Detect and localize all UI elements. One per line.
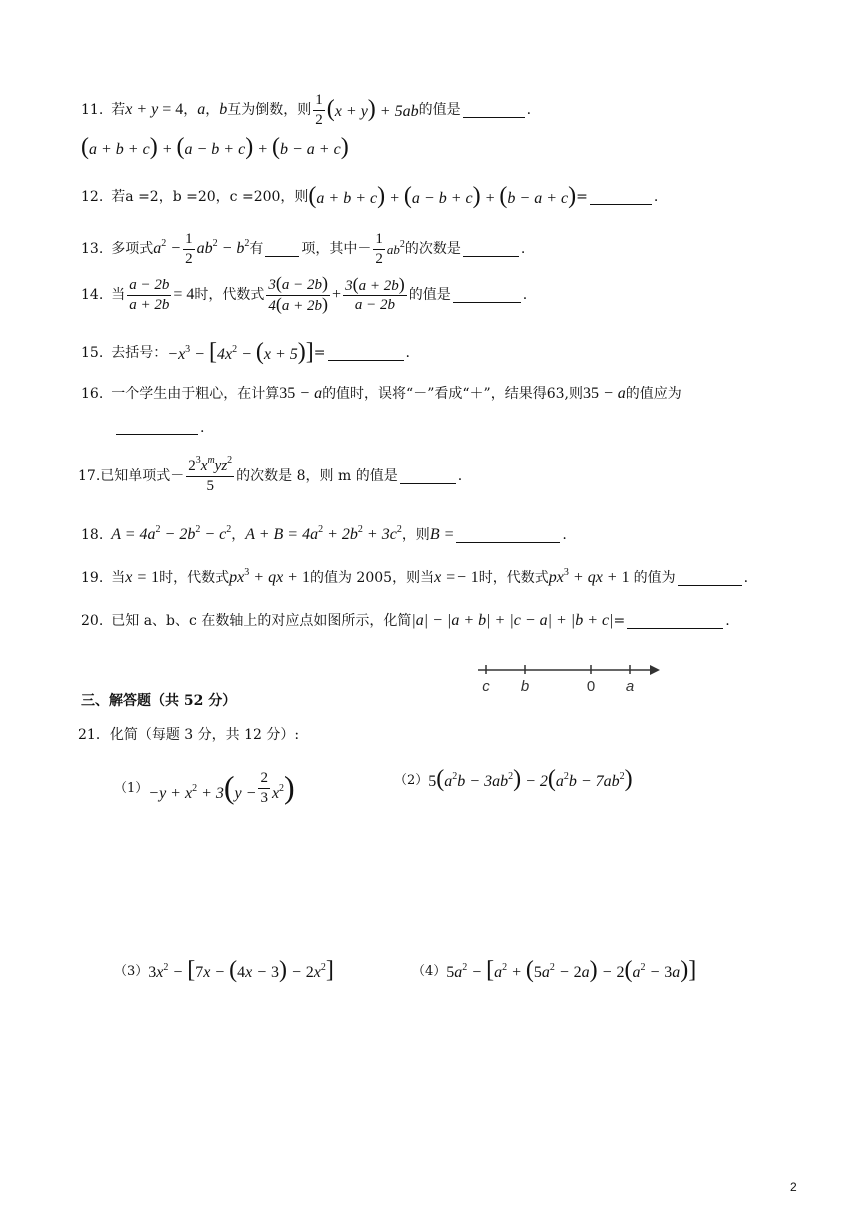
question-15: 15. 去括号： $-x^3 - [4x^2 - (x + 5)]$ = . — [81, 339, 410, 365]
answer-blank[interactable] — [463, 242, 519, 257]
page-number: 2 — [790, 1180, 797, 1194]
label-b: b — [520, 678, 530, 695]
answer-blank[interactable] — [400, 469, 456, 484]
expression-line: (a + b + c) + (a − b + c) + (b − a + c) — [81, 134, 349, 160]
problem-4: （4） $5a^2 - [a^2 + (5a^2 - 2a) - 2(a^2 - 3a)]$ — [412, 957, 697, 983]
problem-3: （3） $3x^2 - [7x - (4x - 3) - 2x^2]$ — [114, 957, 334, 983]
arrow-head — [650, 665, 660, 675]
question-13: 13. 多项式 $a^2$ − $\frac{1}{2}$ $ab^2 - b^2$ 有 项，其中－ $\frac{1}{2}$ $ab^2$ 的次数是 . — [81, 231, 526, 267]
number-line-diagram — [470, 660, 670, 696]
question-16-continued: . — [114, 420, 204, 435]
answer-blank[interactable] — [456, 528, 560, 543]
fraction: $\frac{1}{2}$ — [315, 92, 323, 128]
answer-blank[interactable] — [463, 103, 525, 118]
question-18: 18. $A = 4a^2 - 2b^2 - c^2$ ， $A + B = 4a^2 + 2b^2 + 3c^2$ ，则 B = . — [81, 524, 567, 543]
question-19: 19. 当 x = 1 时，代数式 $px^3$ + qx + 1 的值为 2005，则当 x =− 1 时，代数式 $px^3$ + qx + 1 的值为 . — [81, 567, 749, 586]
question-20: 20. 已知 a、b、c 在数轴上的对应点如图所示，化简 |a| − |a + b| + |c − a| + |b + c| = . — [81, 612, 730, 629]
answer-blank[interactable] — [453, 288, 521, 303]
answer-blank[interactable] — [328, 346, 404, 361]
section-title: 三、解答题（共 52 分） — [81, 693, 237, 709]
label-c: c — [482, 678, 490, 695]
question-14: 14. 当 $\frac{a - 2b}{a + 2b}$ = 4 时，代数式 $\frac{3(a - 2b)}{4(a + 2b)}$ + $\frac{3(a + 2b)}{a - 2b}$ 的值是 . — [81, 273, 528, 314]
answer-blank[interactable] — [627, 614, 723, 629]
question-21: 21．化简（每题 3 分，共 12 分）: — [78, 727, 300, 743]
problem-1: （1） $-y + x^2 + 3(y$ − $\frac{2}{3}$ $x^2$) — [114, 768, 295, 806]
answer-blank[interactable] — [265, 242, 299, 257]
problem-2: （2） $5(a^2b - 3ab^2) - 2(a^2b - 7ab^2)$ — [394, 766, 633, 792]
answer-blank[interactable] — [116, 420, 198, 435]
question-11: 11. 若 x + y = 4 ， a ， b 互为倒数，则 $\frac{1}{2}$ (x + y) + 5ab 的值是 . — [81, 92, 532, 128]
answer-blank[interactable] — [590, 190, 652, 205]
label-a: a — [625, 678, 635, 695]
label-0: 0 — [586, 678, 596, 695]
answer-blank[interactable] — [678, 571, 742, 586]
question-17: 17. 已知单项式－ $\frac{2^3x^myz^2}{5}$ 的次数是 8，则 m 的值是 . — [78, 455, 463, 494]
question-number: 11. — [81, 102, 104, 118]
question-12: 12. 若 a =2， b =20， c =200，则 (a + b + c) + (a − b + c) + (b − a + c) = . — [81, 183, 659, 209]
question-16: 16. 一个学生由于粗心，在计算 35 − a 的值时，误将“－”看成“＋”，结果得63,则 35 − a 的值应为 — [81, 385, 682, 402]
